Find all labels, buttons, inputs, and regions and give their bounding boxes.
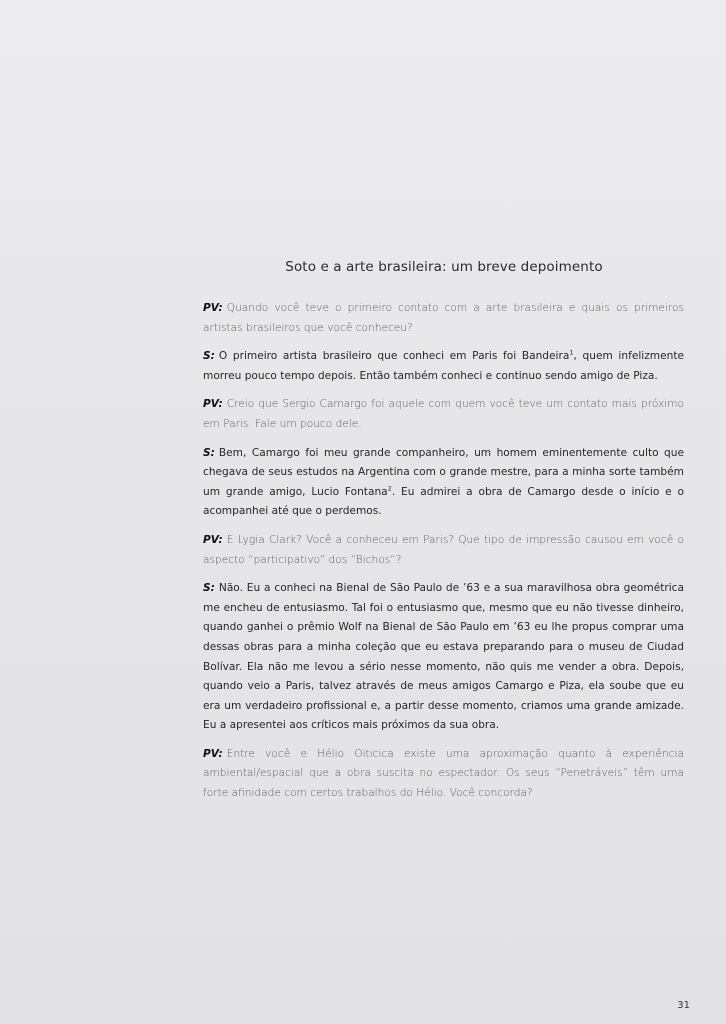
- page-number: 31: [677, 1000, 690, 1011]
- question-4: PV: Entre você e Hélio Oiticica existe uma aproximação quanto à experiência ambiental/espacial que a obra suscita no espectador. Os seus “Penetráveis” têm uma forte afinidade com certos trabalhos do Hélio. Você concorda?: [203, 747, 684, 800]
- answer-2: S: Bem, Camargo foi meu grande companheiro, um homem eminentemente culto que chegava de seus estudos na Argentina com o grande mestre, para a minha sorte também um grande amigo, Lucio Fontana$^2$. Eu admirei a obra de Camargo desde o início e o acompanhei até que o perdemos.: [203, 446, 684, 518]
- question-1: PV: Quando você teve o primeiro contato com a arte brasileira e quais os primeiros artistas brasileiros que você conheceu?: [203, 302, 684, 334]
- footnote-marker: 1: [569, 348, 574, 357]
- speaker-label: S:: [203, 446, 215, 459]
- footnote-marker: 2: [387, 484, 392, 493]
- speaker-label: PV:: [203, 302, 223, 314]
- interview-body: [203, 299, 684, 813]
- answer-3: S: Não. Eu a conheci na Bienal de São Paulo de ’63 e a sua maravilhosa obra geométrica me encheu de entusiasmo. Tal foi o entusiasmo que, mesmo que eu não tivesse dinheiro, quando ganhei o prêmio Wolf na Bienal de São Paulo em ’63 eu lhe propus comprar uma dessas obras para a minha coleção que eu estava preparando para o museu de Ciudad Bolívar. Ela não me levou a sério nesse momento, não quis me vender a obra. Depois, quando veio a Paris, talvez através de meus amigos Camargo e Piza, ela soube que eu era um verdadeiro profissional e, a partir desse momento, criamos uma grande amizade. Eu a apresentei aos críticos mais próximos da sua obra.: [203, 582, 684, 732]
- question-3: PV: E Lygia Clark? Você a conheceu em Paris? Que tipo de impressão causou em você o aspecto “participativo” dos “Bichos”?: [203, 533, 684, 566]
- answer-1: S: O primeiro artista brasileiro que conheci em Paris foi Bandeira$^1$, quem infelizmente morreu pouco tempo depois. Então também conheci e continuo sendo amigo de Piza.: [203, 348, 685, 382]
- speaker-label: S:: [203, 582, 215, 595]
- speaker-label: S:: [203, 350, 215, 363]
- question-2: PV: Creio que Sergio Camargo foi aquele com quem você teve um contato mais próximo em Paris. Fale um pouco dele.: [203, 398, 684, 430]
- article-title: Soto e a arte brasileira: um breve depoimento: [285, 259, 603, 275]
- speaker-label: PV:: [203, 533, 223, 546]
- speaker-label: PV:: [203, 747, 223, 760]
- speaker-label: PV:: [203, 398, 223, 411]
